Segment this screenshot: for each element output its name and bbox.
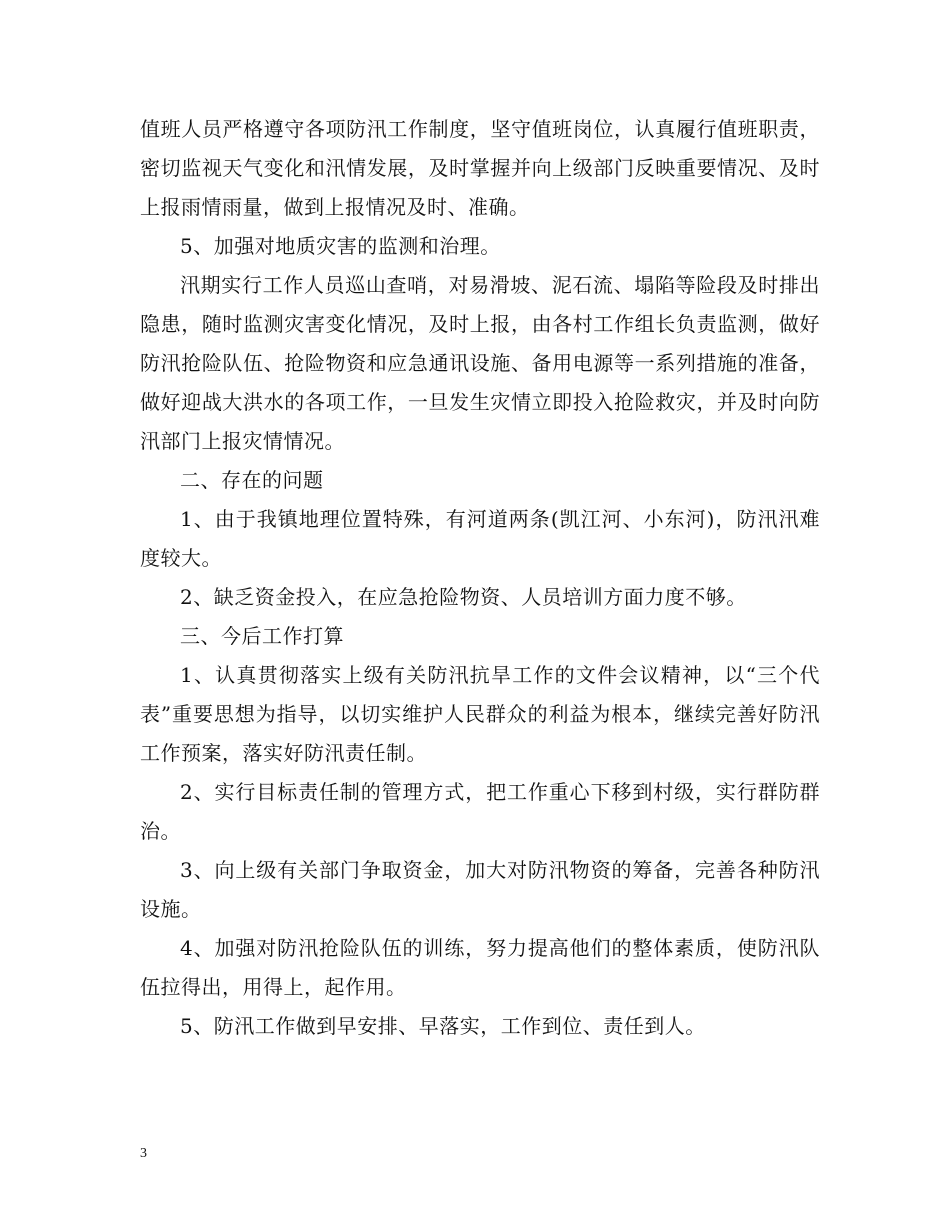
- paragraph-flood-patrol: 汛期实行工作人员巡山查哨，对易滑坡、泥石流、塌陷等险段及时排出隐患，随时监测灾害变化情况，及时上报，由各村工作组长负责监测，做好防汛抢险队伍、抢险物资和应急通讯设施、备用电源等一系列措施的准备，做好迎战大洪水的各项工作，一旦发生灾情立即投入抢险救灾，并及时向防汛部门上报灾情情况。: [140, 273, 820, 453]
- item-plan-early-arrangement: 5、防汛工作做到早安排、早落实，工作到位、责任到人。: [180, 1014, 706, 1038]
- item-problem-geography: 1、由于我镇地理位置特殊，有河道两条(凯江河、小东河)，防汛汛难度较大。: [140, 507, 820, 570]
- document-body: [140, 110, 820, 1046]
- item-plan-funding: 3、向上级有关部门争取资金，加大对防汛物资的筹备，完善各种防汛设施。: [140, 858, 820, 921]
- section-heading-future-plans: 三、今后工作打算: [180, 624, 344, 648]
- page-number: 3: [140, 1146, 147, 1161]
- item-problem-funding: 2、缺乏资金投入，在应急抢险物资、人员培训方面力度不够。: [180, 585, 747, 609]
- item-geological-hazard: 5、加强对地质灾害的监测和治理。: [180, 234, 501, 258]
- section-heading-problems: 二、存在的问题: [180, 468, 324, 492]
- paragraph-duty-continued: 值班人员严格遵守各项防汛工作制度，坚守值班岗位，认真履行值班职责，密切监视天气变化和汛情发展，及时掌握并向上级部门反映重要情况、及时上报雨情雨量，做到上报情况及时、准确。: [140, 117, 820, 219]
- item-plan-team-training: 4、加强对防汛抢险队伍的训练，努力提高他们的整体素质，使防汛队伍拉得出，用得上，起作用。: [140, 936, 820, 999]
- item-plan-implement-spirit: 1、认真贯彻落实上级有关防汛抗旱工作的文件会议精神，以“三个代表”重要思想为指导，以切实维护人民群众的利益为根本，继续完善好防汛工作预案，落实好防汛责任制。: [140, 663, 820, 765]
- item-plan-target-responsibility: 2、实行目标责任制的管理方式，把工作重心下移到村级，实行群防群治。: [140, 780, 820, 843]
